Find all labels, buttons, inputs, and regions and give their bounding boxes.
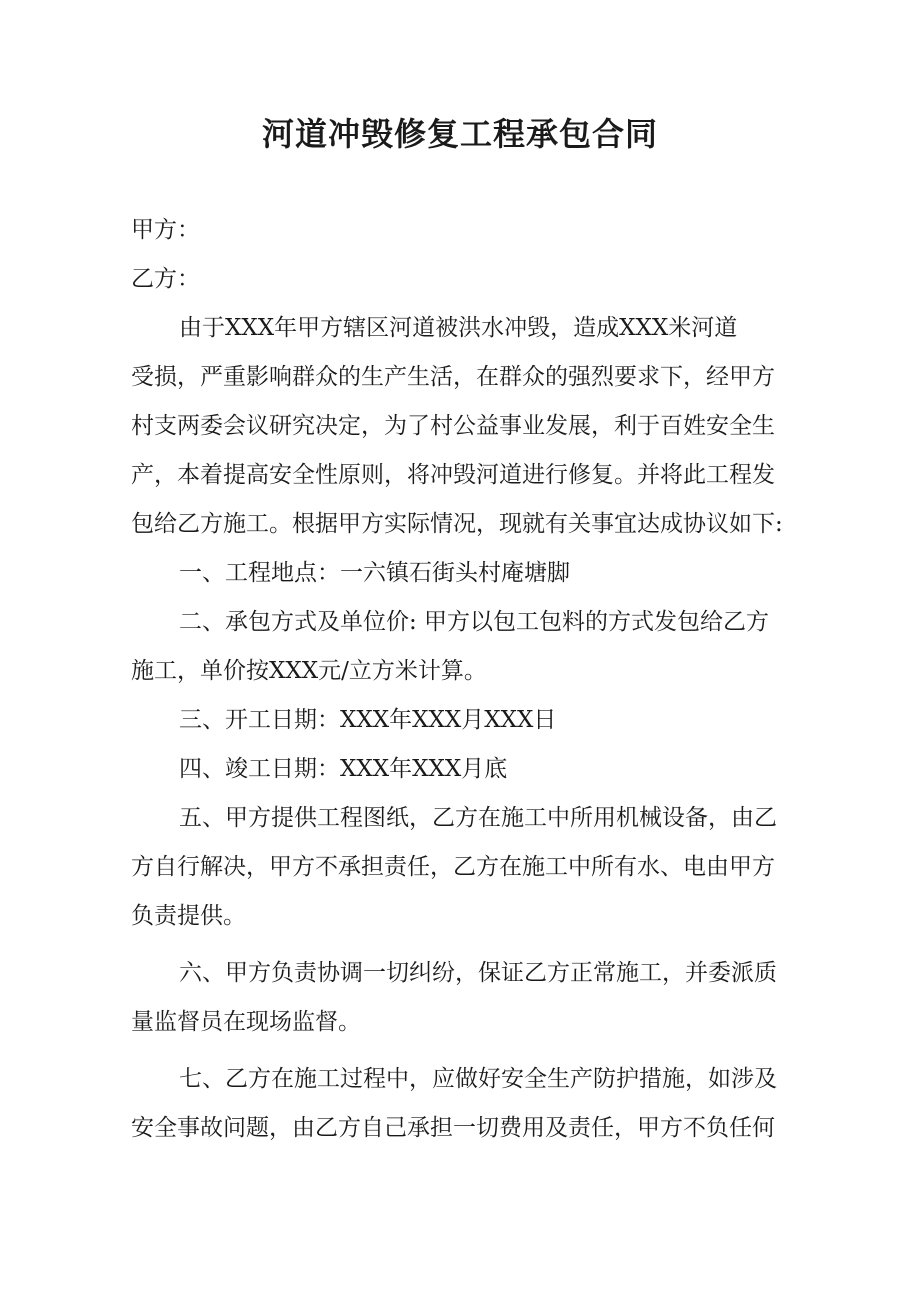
clause-line: 一、工程地点：一六镇石街头村庵塘脚 bbox=[179, 560, 570, 586]
clause-line: 安全事故问题，由乙方自己承担一切费用及责任，甲方不负任何 bbox=[131, 1115, 775, 1141]
clause-5 bbox=[131, 794, 815, 941]
clause-6 bbox=[131, 949, 815, 1047]
party-a-label: 甲方： bbox=[131, 217, 200, 243]
preamble-line: 由于XXX年甲方辖区河道被洪水冲毁，造成XXX米河道 bbox=[179, 315, 738, 341]
clause-4 bbox=[131, 745, 815, 794]
preamble-line: 村支两委会议研究决定，为了村公益事业发展，利于百姓安全生 bbox=[131, 413, 775, 439]
clause-line: 六、甲方负责协调一切纠纷，保证乙方正常施工，并委派质 bbox=[179, 960, 777, 986]
clause-line: 七、乙方在施工过程中，应做好安全生产防护措施，如涉及 bbox=[179, 1066, 777, 1092]
clause-3 bbox=[131, 696, 815, 745]
preamble-line: 受损，严重影响群众的生产生活，在群众的强烈要求下，经甲方 bbox=[131, 364, 775, 390]
clause-1 bbox=[131, 549, 815, 598]
clause-line: 施工，单价按XXX元/立方米计算。 bbox=[131, 658, 487, 684]
preamble-line: 包给乙方施工。根据甲方实际情况，现就有关事宜达成协议如下: bbox=[131, 511, 783, 537]
clause-line: 五、甲方提供工程图纸，乙方在施工中所用机械设备，由乙 bbox=[179, 805, 777, 831]
document-title: 河道冲毁修复工程承包合同 bbox=[261, 115, 658, 153]
preamble-line: 产，本着提高安全性原则，将冲毁河道进行修复。并将此工程发 bbox=[131, 462, 775, 488]
clause-line: 量监督员在现场监督。 bbox=[131, 1009, 361, 1035]
clause-line: 四、竣工日期：XXX年XXX月底 bbox=[179, 756, 508, 782]
clause-line: 负责提供。 bbox=[131, 903, 246, 929]
clause-7 bbox=[131, 1055, 815, 1153]
clause-line: 方自行解决，甲方不承担责任，乙方在施工中所有水、电由甲方 bbox=[131, 854, 775, 880]
clause-line: 二、承包方式及单位价: 甲方以包工包料的方式发包给乙方 bbox=[179, 609, 770, 635]
preamble-paragraph bbox=[131, 304, 815, 549]
document-body bbox=[131, 206, 815, 1153]
clause-2 bbox=[131, 598, 815, 696]
clause-line: 三、开工日期：XXX年XXX月XXX日 bbox=[179, 707, 557, 733]
party-b-label: 乙方： bbox=[131, 266, 200, 292]
